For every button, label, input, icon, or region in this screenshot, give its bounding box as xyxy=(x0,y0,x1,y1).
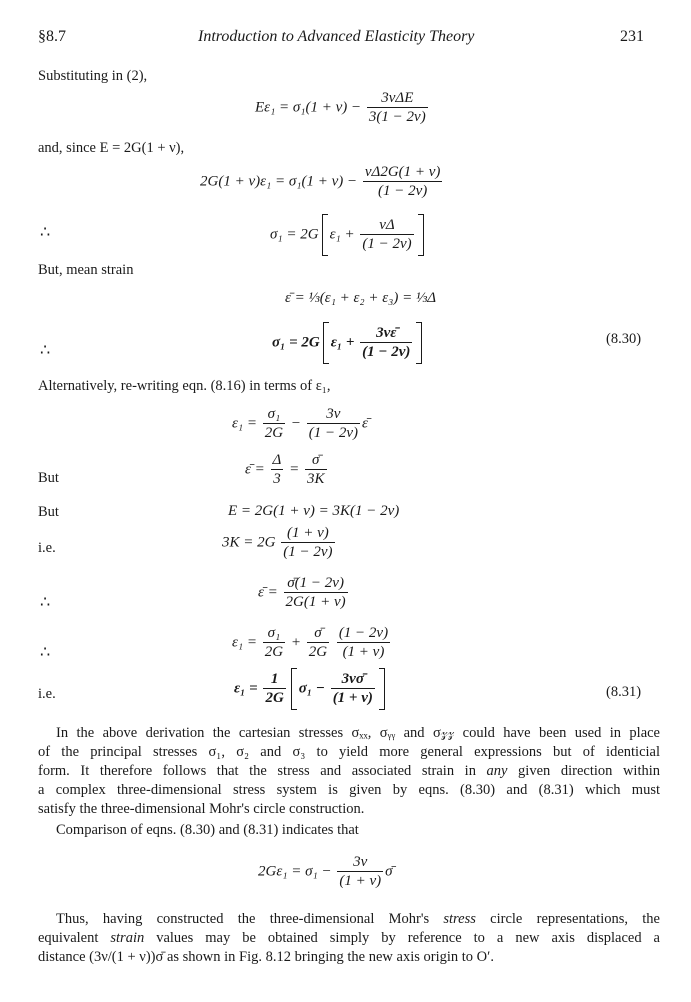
eq1-lhs: Eε₁ = σ₁(1 + ν) − xyxy=(255,99,362,116)
para1-line4: a complex three-dimensional stress system is given by eqns. (8.30) and (8.31) which must xyxy=(38,782,660,798)
paragraph-comparison: Comparison of eqns. (8.30) and (8.31) indicates that xyxy=(56,822,359,838)
para1-line2: of the principal stresses σ₁, σ₂ and σ₃ to yield more general expressions but of identicial xyxy=(38,744,660,760)
equation-13 xyxy=(258,854,393,890)
eq13-tail: σ̄ xyxy=(385,863,393,880)
text-ie-2: i.e. xyxy=(38,686,56,702)
para3-line2 xyxy=(38,929,660,948)
para1-line1: In the above derivation the cartesian stresses σₓₓ, σᵧᵧ and σ𝓏𝓏 could have been used in place xyxy=(56,725,660,741)
eq9-denominator: (1 − 2ν) xyxy=(283,544,333,561)
equation-3 xyxy=(270,214,427,256)
eq3-inner: ε₁ + xyxy=(329,226,355,243)
eq11-plus: + xyxy=(290,634,301,651)
eq7-equals: = xyxy=(289,461,300,478)
para1-line3a: form. It therefore follows that the stress and associated strain in xyxy=(38,763,487,779)
text-substituting: Substituting in (2), xyxy=(38,68,148,84)
para3-emphasis-strain: strain xyxy=(110,930,145,946)
eq9-numerator: (1 + ν) xyxy=(286,525,329,541)
eq12-inner: σ₁ − xyxy=(298,680,325,697)
eq10-lhs: ε̄ = xyxy=(258,584,278,601)
equation-8-31 xyxy=(234,668,388,710)
para1-line3 xyxy=(38,762,660,781)
equation-6 xyxy=(232,406,368,442)
therefore-symbol-3: ∴ xyxy=(40,594,51,611)
para3-line2a: equivalent xyxy=(38,930,111,946)
eq12-den1: 2G xyxy=(265,690,284,707)
eq6-lhs: ε₁ = xyxy=(232,415,257,432)
eq10-denominator: 2G(1 + ν) xyxy=(285,594,346,611)
eq11-num2: σ̄ xyxy=(314,625,322,641)
text-and-since: and, since E = 2G(1 + ν), xyxy=(38,140,185,156)
equation-7 xyxy=(245,452,329,488)
eq12-lhs: ε₁ = xyxy=(234,680,258,697)
eq6-num1: σ₁ xyxy=(267,406,281,422)
eq2-numerator: νΔ2G(1 + ν) xyxy=(364,164,441,180)
para3-line3: distance (3ν/(1 + ν))σ̄ as shown in Fig. 8.12 bringing the new axis origin to O′. xyxy=(38,949,494,965)
eq7-den2: 3K xyxy=(306,471,325,488)
para3-line1c: circle representations, the xyxy=(475,911,660,927)
therefore-symbol-1: ∴ xyxy=(40,224,51,241)
para1-emphasis-any: any xyxy=(486,763,508,779)
para3-line2c: values may be obtained simply by reference to a new axis displaced a xyxy=(144,930,660,946)
eq3-denominator: (1 − 2ν) xyxy=(362,236,412,253)
page-number: 231 xyxy=(620,28,644,45)
equation-1 xyxy=(255,90,430,126)
eq13-denominator: (1 + ν) xyxy=(339,873,382,890)
eq3-lhs: σ₁ = 2G xyxy=(270,226,319,243)
text-mean-strain: But, mean strain xyxy=(38,262,134,278)
equation-8-30 xyxy=(272,322,425,364)
eq12-numerator: 3νσ̄ xyxy=(341,670,364,687)
text-but-2: But xyxy=(38,504,59,520)
eq2-lhs: 2G(1 + ν)ε₁ = σ₁(1 + ν) − xyxy=(200,173,358,190)
equation-8: E = 2G(1 + ν) = 3K(1 − 2ν) xyxy=(228,503,400,519)
eq5-lhs: σ₁ = 2G xyxy=(272,334,320,351)
eq6-num2: 3ν xyxy=(326,406,341,422)
para1-line5: satisfy the three-dimensional Mohr's circle construction. xyxy=(38,801,365,817)
eq11-den2: 2G xyxy=(308,644,328,661)
equation-2 xyxy=(200,164,444,200)
text-alternatively: Alternatively, re-writing eqn. (8.16) in terms of ε₁, xyxy=(38,378,331,394)
eq9-lhs: 3K = 2G xyxy=(222,534,276,551)
paragraph-conclusion xyxy=(38,910,660,967)
equation-label-8-31: (8.31) xyxy=(606,684,642,700)
paragraph-derivation xyxy=(38,724,660,819)
equation-10 xyxy=(258,575,350,611)
running-title: Introduction to Advanced Elasticity Theory xyxy=(198,28,475,45)
eq10-numerator: σ̄(1 − 2ν) xyxy=(287,575,344,591)
eq7-den1: 3 xyxy=(271,469,284,488)
eq13-numerator: 3ν xyxy=(353,854,368,870)
text-but-1: But xyxy=(38,470,59,486)
equation-label-8-30: (8.30) xyxy=(606,331,642,347)
eq11-den3: (1 + ν) xyxy=(337,642,390,661)
eq7-num1: Δ xyxy=(272,452,282,468)
eq6-den1: 2G xyxy=(264,425,284,442)
eq11-lhs: ε₁ = xyxy=(232,634,257,651)
section-number: §8.7 xyxy=(38,28,66,45)
eq6-minus: − xyxy=(290,415,301,432)
eq11-den1: 2G xyxy=(264,644,284,661)
eq11-num3: (1 − 2ν) xyxy=(338,625,389,641)
equation-9 xyxy=(222,525,337,561)
eq7-num2: σ̄ xyxy=(312,452,320,468)
eq12-num1: 1 xyxy=(270,670,279,687)
para3-emphasis-stress: stress xyxy=(443,911,476,927)
para1-line3c: given direction within xyxy=(507,763,661,779)
eq6-tail: ε̄ xyxy=(362,415,368,432)
equation-4: ε̄ = ⅓(ε₁ + ε₂ + ε₃) = ⅓Δ xyxy=(285,290,437,306)
eq7-lhs: ε̄ = xyxy=(245,461,265,478)
eq13-lhs: 2Gε₁ = σ₁ − xyxy=(258,863,332,880)
equation-11 xyxy=(232,625,392,661)
para3-line1 xyxy=(38,910,660,929)
eq5-denominator: (1 − 2ν) xyxy=(362,344,411,361)
text-ie-1: i.e. xyxy=(38,540,56,556)
eq11-num1: σ₁ xyxy=(267,625,281,641)
therefore-symbol-4: ∴ xyxy=(40,644,51,661)
para3-line1a: Thus, having constructed the three-dimensional Mohr's xyxy=(56,911,444,927)
eq5-inner: ε₁ + xyxy=(330,334,355,351)
eq6-den2: (1 − 2ν) xyxy=(308,425,358,442)
eq1-numerator: 3νΔE xyxy=(381,90,414,106)
eq5-numerator: 3νε̄ xyxy=(376,324,397,341)
eq1-denominator: 3(1 − 2ν) xyxy=(368,109,426,126)
eq12-denominator: (1 + ν) xyxy=(332,690,373,707)
eq3-numerator: νΔ xyxy=(379,216,395,233)
therefore-symbol-2: ∴ xyxy=(40,342,51,359)
eq2-denominator: (1 − 2ν) xyxy=(363,181,443,200)
